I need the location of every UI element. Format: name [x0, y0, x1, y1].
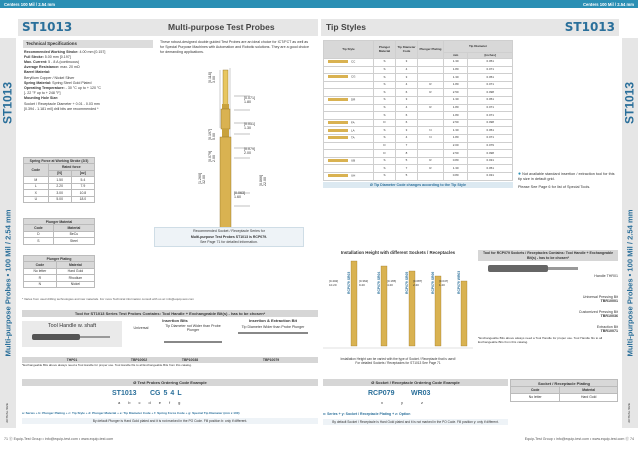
tip-style-row: S 4 R 1.80 0.071 [324, 104, 513, 112]
spec-line: Mounting Hole Size: [24, 96, 59, 101]
recommended-socket-note: Recommended Socket / Receptacle Series for Multi-purpose Test Probes ST1013 is RCP079. See Page 71 for detailed information. [154, 227, 304, 247]
rcp-order-note: By default Socket / Receptacle is Hard Gold plated and it is not marked in the PO Code. Fill position y: only if different. [323, 419, 508, 425]
order-letter: f [168, 400, 171, 405]
socket-label: RCP079 WR03 [457, 270, 461, 294]
installation-note: Installation Height can be varied with the type of Socket / Receptacle that is used! [340, 357, 456, 362]
rcp-order-series: RCP079 [368, 390, 395, 397]
extraction-bit-icon [228, 329, 318, 337]
tip-icon [328, 121, 348, 124]
spec-line: Average Resistance: max. 20 mΩ [24, 65, 80, 70]
tip-style-cell: FA [324, 119, 374, 127]
tip-style-cell [324, 165, 374, 173]
left-title-bar [18, 19, 318, 36]
tip-style-row: CG S 3 1.30 0.051 [324, 74, 513, 82]
tip-style-row: D 8 2.50 0.098 [324, 150, 513, 158]
tip-narrow-label: Tip Diameter not Wider than Probe Plunger [165, 324, 221, 333]
order-letter: y [401, 400, 403, 405]
spec-line: Full Stroke: 5.00 mm [0.197] [24, 54, 71, 59]
pp-col-material: Material [56, 262, 94, 268]
tip-code-note: Ø Tip Diameter Code changes according to the Tip Style [323, 182, 513, 188]
spring-force-heading: Spring Force at Working Stroke (2/3) [24, 158, 95, 164]
tip-icon [328, 129, 348, 132]
tool-code: THP01 [66, 358, 78, 362]
install-height: [0.402] 10.20 [329, 279, 339, 287]
dim-1-30: [0.051] 1.30 [244, 122, 255, 131]
customized-pressing-bit: Customized Pressing Bit [578, 309, 618, 314]
tip-style-cell: UB [324, 157, 374, 165]
spec-line: Max. Current: 5 - 8 A (continuous) [24, 59, 80, 64]
tip-style-cell: LA [324, 127, 374, 135]
plunger-material-table [23, 218, 95, 245]
order-letter: b [128, 400, 131, 405]
sidebar-subtitle-right: Multi-purpose Probes • 100 Mil / 2.54 mm [625, 209, 635, 357]
tip-style-cell [324, 112, 374, 120]
table-row: U 5.00 18.0 [24, 196, 95, 202]
product-code-right: ST1013 [564, 20, 615, 34]
sidebar-subtitle: Multi-purpose Probes • 100 Mil / 2.54 mm [3, 209, 13, 357]
tip-style-row: S 7 R 1.30 0.051 [324, 165, 513, 173]
order-part: 5 [163, 390, 168, 397]
tip-icon [328, 136, 348, 139]
tip-style-row: S 6 R 2.50 0.098 [324, 89, 513, 97]
tip-style-cell: UH [324, 172, 374, 180]
tip-style-cell [324, 150, 374, 158]
pp-col-code: Code [24, 262, 57, 268]
sidebar-code-right: ST1013 [622, 81, 637, 125]
order-part: CG [150, 390, 161, 397]
table-row: X 3.00 10.8 [24, 190, 95, 196]
tip-style-cell [324, 66, 374, 74]
ordering-code-series: ST1013 [112, 390, 137, 397]
dim-5mm: [0.197] 5.00 [208, 129, 217, 140]
dim-3mm: [0.118] 3.00 [208, 72, 217, 83]
ordering-left-heading: Ø Test Probes Ordering Code Example [22, 379, 318, 386]
socket-label: RCP079 SR03 [347, 271, 351, 294]
tip-icon [328, 159, 348, 162]
tip-style-row: S 6 1.80 0.071 [324, 112, 513, 120]
spec-line: Operating Temperature: - 30 °C up to + 120 °C [24, 85, 102, 90]
tip-style-row: TA S 4 N 1.80 0.071 [324, 134, 513, 142]
tip-style-cell [324, 142, 374, 150]
tip-style-row: D 7 2.00 0.079 [324, 142, 513, 150]
ordering-right-heading: Ø Socket / Receptacle Ordering Code Example [323, 379, 508, 386]
order-letter: c [138, 400, 141, 405]
rcp-order-legend: x: Series + y: Socket / Receptacle Plating + z: Option [323, 412, 411, 416]
extraction-bit: Extraction Bit [596, 324, 618, 329]
tip-style-row: CC S 3 1.30 0.051 [324, 59, 513, 67]
tool-footnote: *Exchangeable Bits above always need a Tool Handle for proper use. Tool Handle fits to all Exchangeable Bits from this catalog. [22, 363, 192, 367]
footer-right: Equip-Test Group • info@equip-test.com • www.equip-test.com Ⓔ 74 [524, 437, 634, 441]
tip-style-cell [324, 89, 374, 97]
sidebar-code: ST1013 [0, 81, 15, 125]
dim-1-60: [0.063] 1.60 [234, 191, 245, 200]
rcp-tool-footnote: *Exchangeable Bits above always need a Tool Handle for proper use. Tool Handle fits to all Exchangeable Bits from this catalog. [478, 335, 603, 344]
dim-2mm: [0.079] 2.00 [208, 151, 217, 162]
order-letter: z [421, 400, 423, 405]
right-sidebar [622, 38, 638, 428]
actual-size-label: ACTUAL SIZE [5, 403, 10, 423]
dim-1-80: [0.071] 1.80 [244, 96, 255, 105]
tip-styles-title: Tip Styles [326, 22, 366, 32]
table-row: No letter Hard Gold [24, 268, 95, 274]
ordering-code-left [22, 379, 318, 424]
installation-see: For detailed Sockets / Receptacles for ST1013 See Page 71 [355, 361, 441, 366]
install-height: [0.087] 2.20 [413, 279, 423, 287]
plunger-plating-heading: Plunger Plating [24, 256, 95, 262]
installation-section [323, 250, 473, 365]
socket-plating-table: Socket / Receptacle Plating Code Material No letter Hard Gold [510, 379, 618, 402]
socket-label: RCP079 SR06 [431, 271, 435, 294]
spec-line: Beryllium Copper / Nickel Silver [24, 75, 75, 80]
tip-style-row: S 4 1.80 0.071 [324, 66, 513, 74]
actual-size-label-right: ACTUAL SIZE [627, 403, 632, 423]
customized-pressing-code: TBR10036 [600, 314, 618, 319]
socket-label: RCP079 SR04 [377, 271, 381, 294]
ordering-code-right [323, 379, 508, 425]
dim-32mm: [1.260] 32.00 [198, 173, 207, 184]
tip-style-cell [324, 81, 374, 89]
tool-handle-icon [22, 330, 122, 344]
install-height: [0.362] 9.20 [359, 279, 369, 287]
tip-style-cell: TA [324, 134, 374, 142]
plunger-plating-table [23, 255, 95, 288]
tip-style-row: UB S 5 R 0.80 0.031 [324, 157, 513, 165]
tool-section-heading: Tool for ST1013 Series Test Probes Contains: Tool Handle + Exchangeable Bit(s) - has to be chosen* [22, 310, 318, 317]
install-height: [0.047] 1.20 [439, 279, 449, 287]
tool-section [22, 310, 318, 368]
spec-line: Recommended Working Stroke: 4.00 mm [0.157] [24, 49, 106, 54]
tip-style-row: UH S 5 0.80 0.031 [324, 172, 513, 180]
tool-rcp-heading: Tool for RCP079 Sockets / Receptacles Contains: Tool Handle + Exchangeable Bit(s) - has to be chosen* [478, 250, 618, 261]
insertion-bit-icon [164, 338, 224, 346]
spring-force-table [23, 157, 95, 203]
footer-left: 71 Ⓔ Equip-Test Group • info@equip-test.com • www.equip-test.com [4, 437, 114, 441]
tool-rcp-section [478, 250, 618, 345]
ordering-code-parts [150, 390, 182, 399]
pm-col-code: Code [24, 225, 54, 231]
tip-style-cell: DR [324, 96, 374, 104]
tip-icon [328, 174, 348, 177]
left-sidebar [0, 38, 16, 428]
rcp-order-option: WR03 [411, 390, 431, 397]
order-part: L [177, 390, 182, 397]
spring-col-code: Code [24, 164, 49, 177]
universal-pressing-bit: Universal Pressing Bit [582, 294, 618, 299]
tip-style-row: DR S 3 1.30 0.051 [324, 96, 513, 104]
dim-2-00: [0.079] 2.00 [244, 147, 255, 156]
install-height: [0.165] 4.20 [387, 279, 397, 287]
top-bar [0, 0, 638, 8]
pm-col-material: Material [53, 225, 94, 231]
tip-style-cell [324, 104, 374, 112]
tool-handle-panel: Tool Handle w. shaft [22, 321, 122, 347]
tech-specs-heading: Technical Specifications [23, 40, 153, 48]
installation-heading: Installation Height with different Sockets / Receptacles [340, 250, 456, 255]
plunger-material-heading: Plunger Material [24, 219, 95, 225]
rcp-order-letters [381, 400, 423, 405]
centers-tag-left: Centers 100 Mil / 2.54 mm [4, 1, 55, 7]
universal-label: Universal [133, 326, 149, 330]
tool-availability-note: ● Not available standard insertion / extraction tool for this tip size in default grid. Please See Page 6 for list of Special Tools. [518, 171, 615, 189]
ordering-note: By default Plunger is Hard Gold plated and it is not marked in the PO Code. Fill position b: only if different. [22, 418, 318, 424]
tip-style-row: S 4 R 1.80 0.071 [324, 81, 513, 89]
tech-specs-list [23, 50, 153, 112]
tool-code: TBP10002 [130, 358, 148, 362]
order-letter: x [381, 400, 383, 405]
spec-line: Barrel Material: [24, 70, 51, 75]
universal-pressing-code: TBR10001 [600, 299, 618, 304]
product-code: ST1013 [22, 20, 73, 34]
table-row: R Rhodium [24, 275, 95, 281]
table-row: L 2.20 7.9 [24, 183, 95, 189]
order-part: 4 [170, 390, 175, 397]
socket-label: RCP079 SR05 [405, 271, 409, 294]
tool-code: TBP10079 [262, 358, 280, 362]
spec-line: Socket / Receptacle Diameter + 0.01 - 0.03 mm [24, 101, 100, 106]
tip-styles-table: Tip Style Plunger Material Tip Diameter Code Plunger Plating Tip Diameter mm [inches] CC S 3 1.30 0.051 S 4 1.80 0.071 CG S 3 1.30 0.051 S 4 R 1.80 0.071 S 6 R 2.50 0.098 DR S 3 1.30 0.051 S 4 R 1.80 0.071 S 6 1.80 0.071 FA D 6 2.50 0.098 LA S 3 N 1.30 0.051 TA S 4 N 1.80 0.071 D 7 2.00 0.079 D 8 2.50 0.098 UB S 5 R 0.80 0.031 S 7 R 1.30 0.051 UH S 5 0.80 0.031 Ø Tip Diameter Code changes according to the Tip Style [323, 40, 513, 188]
tip-icon [328, 98, 348, 101]
rcp-handle-label: Handle THR01 [594, 274, 618, 279]
drill-footnote: * Varies from used drilling technologies and raw materials. For more Technical information consult with us at: info@equip-test.com [22, 297, 195, 301]
spring-unit-oz: [oz] [71, 170, 94, 176]
order-letter: g [178, 400, 181, 405]
table-row: S Steel [24, 238, 95, 244]
spec-line: [- 22 °F up to + 248 °F] [24, 91, 61, 96]
tip-style-row: LA S 3 N 1.30 0.051 [324, 127, 513, 135]
spec-line: Spring Material: Spring Steel Gold Plated [24, 80, 92, 85]
spec-line: [0.394 - 1.181 mil] drill bits are recommended * [24, 106, 99, 111]
spring-col-force: Rated force [48, 164, 94, 170]
tip-wider-label: Tip Diameter Wider than Probe Plunger [241, 325, 305, 329]
tip-style-cell: CC [324, 59, 374, 67]
order-letter: e [158, 400, 161, 405]
tech-specs [23, 40, 153, 112]
tip-style-cell: CG [324, 74, 374, 82]
installation-drawing [323, 256, 473, 356]
tip-icon [328, 60, 348, 63]
page-title: Multi-purpose Test Probes [168, 22, 275, 32]
ordering-letters [118, 400, 180, 405]
extraction-code: TBR10071 [600, 329, 618, 334]
insert-extract-label: Insertion & Extraction Bit [248, 318, 297, 323]
right-title-bar [321, 19, 619, 36]
ordering-legend: a: Series + b: Plunger Plating + c: Tip Style + d: Plunger Material + e: Tip Diameter Code + f: Spring Force Code + g: Special Tip Diameter (mm x 100) [22, 411, 240, 415]
order-letter: a [118, 400, 121, 405]
spring-unit-n: [N] [48, 170, 71, 176]
intro-text: These robust-designed double guided Test Probes are an ideal choice for ICT/FCT as well as for Special Purpose Machines with Automation and Robotic solutions. They are a good choice for demanding applications. [160, 40, 309, 54]
insertion-bits-label: Insertion Bits [162, 318, 188, 323]
dim-22mm: [0.866] 22.00 [259, 175, 268, 186]
centers-tag-right: Centers 100 Mil / 2.54 mm [583, 1, 634, 7]
order-letter: d [148, 400, 151, 405]
table-row: M 1.50 5.4 [24, 177, 95, 183]
tip-icon [328, 75, 348, 78]
tip-style-row: FA D 6 2.50 0.098 [324, 119, 513, 127]
table-row: D BeCu [24, 231, 95, 237]
table-row: N Nickel [24, 281, 95, 287]
tool-code: TBP10038 [181, 358, 199, 362]
